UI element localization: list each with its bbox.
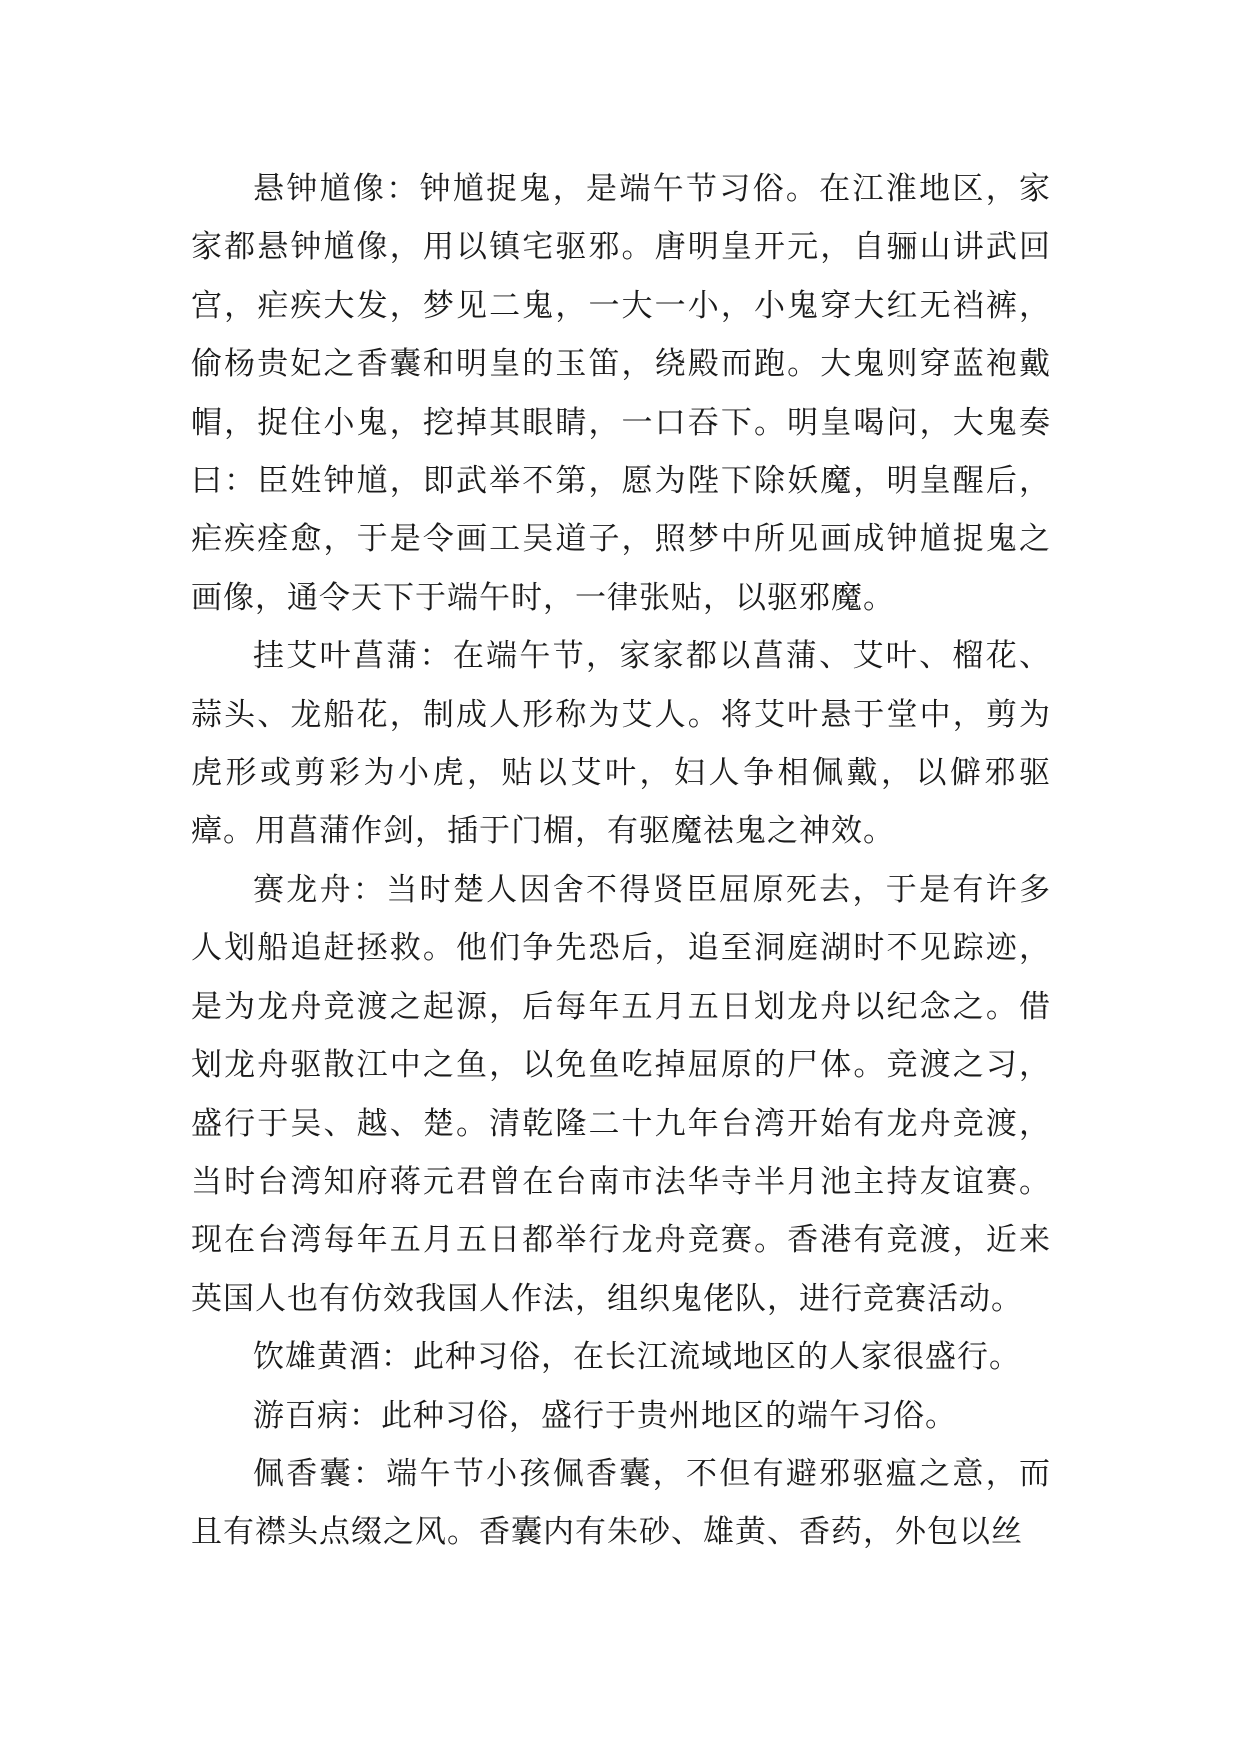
paragraph-dragon-boat: 赛龙舟：当时楚人因舍不得贤臣屈原死去，于是有许多人划船追赶拯救。他们争先恐后，追至洞庭湖时不见踪迹，是为龙舟竞渡之起源，后每年五月五日划龙舟以纪念之。借划龙舟驱散江中之鱼，以免鱼吃掉屈原的尸体。竞渡之习，盛行于吴、越、楚。清乾隆二十九年台湾开始有龙舟竞渡，当时台湾知府蒋元君曾在台南市法华寺半月池主持友谊赛。现在台湾每年五月五日都举行龙舟竞赛。香港有竞渡，近来英国人也有仿效我国人作法，组织鬼佬队，进行竞赛活动。 [191, 871, 1051, 1317]
document-body [191, 160, 1051, 1562]
paragraph-zhong-kui: 悬钟馗像：钟馗捉鬼，是端午节习俗。在江淮地区，家家都悬钟馗像，用以镇宅驱邪。唐明皇开元，自骊山讲武回宫，疟疾大发，梦见二鬼，一大一小，小鬼穿大红无裆裤，偷杨贵妃之香囊和明皇的玉笛，绕殿而跑。大鬼则穿蓝袍戴帽，捉住小鬼，挖掉其眼睛，一口吞下。明皇喝问，大鬼奏曰：臣姓钟馗，即武举不第，愿为陛下除妖魔，明皇醒后，疟疾痊愈，于是令画工吴道子，照梦中所见画成钟馗捉鬼之画像，通令天下于端午时，一律张贴，以驱邪魔。 [191, 171, 1051, 616]
paragraph-ai-ye-chang-pu: 挂艾叶菖蒲：在端午节，家家都以菖蒲、艾叶、榴花、蒜头、龙船花，制成人形称为艾人。将艾叶悬于堂中，剪为虎形或剪彩为小虎，贴以艾叶，妇人争相佩戴，以僻邪驱瘴。用菖蒲作剑，插于门楣，有驱魔祛鬼之神效。 [191, 638, 1051, 850]
paragraph-sachet: 佩香囊：端午节小孩佩香囊，不但有避邪驱瘟之意，而且有襟头点缀之风。香囊内有朱砂、雄黄、香药，外包以丝 [191, 1455, 1051, 1551]
paragraph-you-bai-bing: 游百病：此种习俗，盛行于贵州地区的端午习俗。 [253, 1397, 957, 1434]
paragraph-realgar-wine: 饮雄黄酒：此种习俗，在长江流域地区的人家很盛行。 [253, 1339, 1021, 1376]
